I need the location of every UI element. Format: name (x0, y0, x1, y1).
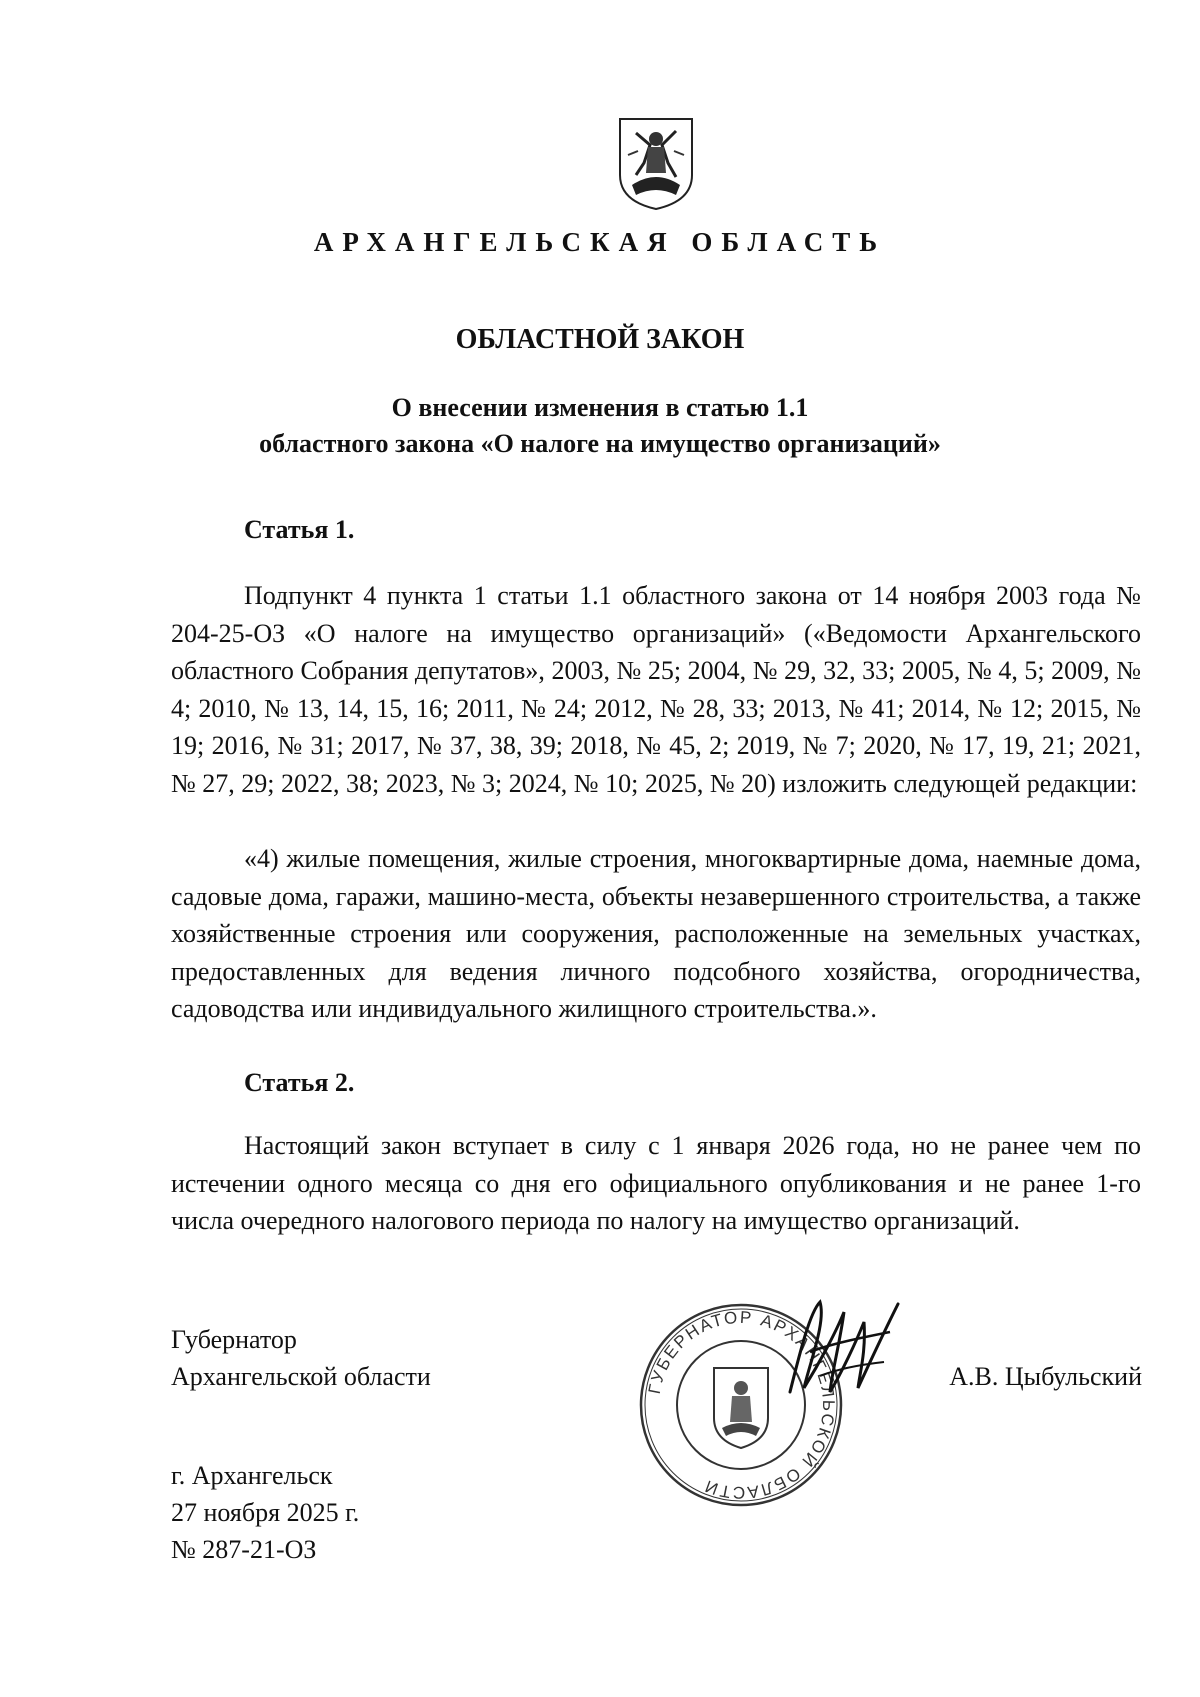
position-line-2: Архангельской области (171, 1362, 431, 1391)
law-title-line-2: областного закона «О налоге на имущество организаций» (259, 429, 941, 458)
handwritten-signature-icon (780, 1292, 910, 1412)
city: г. Архангельск (171, 1461, 333, 1490)
date: 27 ноября 2025 г. (171, 1498, 360, 1527)
law-title-line-1: О внесении изменения в статью 1.1 (391, 393, 809, 422)
law-title (0, 390, 1200, 462)
coat-of-arms-icon (614, 115, 698, 211)
article-1-heading: Статья 1. (244, 515, 355, 544)
document-details (171, 1457, 359, 1568)
seal-text: ГУБЕРНАТОР АРХАНГЕЛЬСКОЙ ОБЛАСТИ (644, 1307, 839, 1503)
article-2-text: Настоящий закон вступает в силу с 1 января 2026 года, но не ранее чем по истечении одного месяца со дня его официального опубликования и не ранее 1-го числа очередного налогового периода по налогу на имущество организаций. (171, 1131, 1141, 1235)
article-1-paragraph-2 (171, 840, 1141, 1028)
signatory-position (171, 1321, 431, 1395)
region-name: АРХАНГЕЛЬСКАЯ ОБЛАСТЬ (313, 227, 887, 257)
law-number: № 287-21-ОЗ (171, 1535, 317, 1564)
article-1-text: Подпункт 4 пункта 1 статьи 1.1 областного закона от 14 ноября 2003 года № 204-25-ОЗ «О налоге на имущество организаций» («Ведомости Архангельского областного Собрания депутатов», 2003, № 25; 2004, № 29, 32, 33; 2005, № 4, 5; 2009, № 4; 2010, № 13, 14, 15, 16; 2011, № 24; 2012, № 28, 33; 2013, № 41; 2014, № 12; 2015, № 19; 2016, № 31; 2017, № 37, 38, 39; 2018, № 45, 2; 2019, № 7; 2020, № 17, 19, 21; 2021, № 27, 29; 2022, 38; 2023, № 3; 2024, № 10; 2025, № 20) изложить следующей редакции: (171, 581, 1141, 798)
article-1-quote: «4) жилые помещения, жилые строения, многоквартирные дома, наемные дома, садовые дома, гаражи, машино-места, объекты незавершенного строительства, а также хозяйственные строения или сооружения, расположенные на земельных участках, предоставленных для ведения личного подсобного хозяйства, огородничества, садоводства или индивидуального жилищного строительства.». (171, 844, 1141, 1023)
signatory-name: А.В. Цыбульский (949, 1362, 1142, 1391)
article-2-heading: Статья 2. (244, 1068, 355, 1097)
document-type: ОБЛАСТНОЙ ЗАКОН (455, 324, 745, 355)
article-2-paragraph-1 (171, 1127, 1141, 1240)
article-1-paragraph-1 (171, 577, 1141, 802)
position-line-1: Губернатор (171, 1325, 297, 1354)
